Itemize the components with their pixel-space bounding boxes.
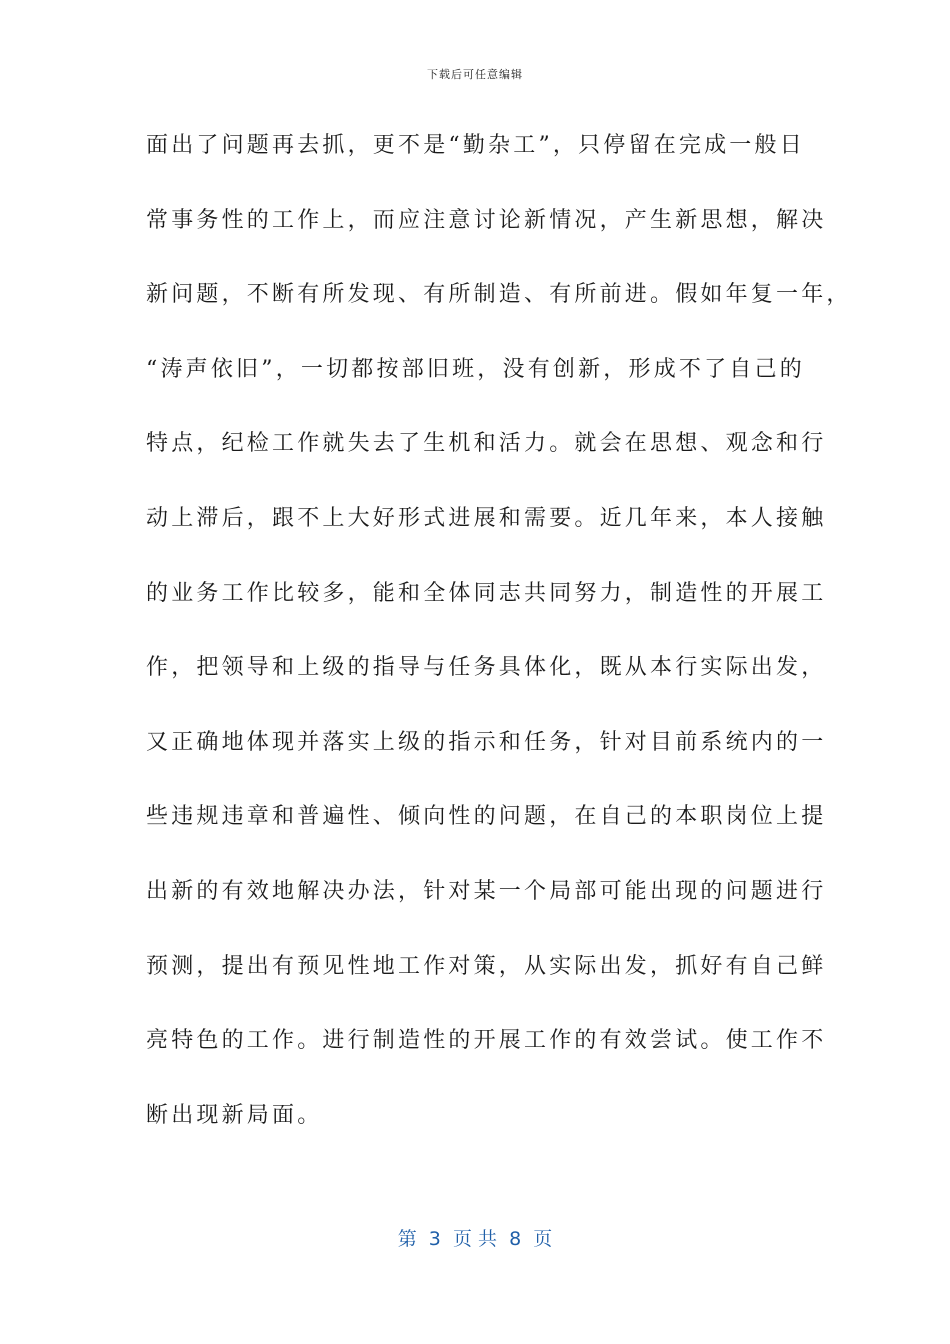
body-line: 面出了问题再去抓，更不是“勤杂工”，只停留在完成一般日 [146, 133, 805, 158]
body-line: 亮特色的工作。进行制造性的开展工作的有效尝试。使工作不 [146, 1028, 827, 1054]
body-line: 新问题，不断有所发现、有所制造、有所前进。假如年复一年， [146, 282, 852, 308]
body-line: 些违规违章和普遍性、倾向性的问题，在自己的本职岗位上提 [146, 804, 827, 830]
body-line: 作，把领导和上级的指导与任务具体化，既从本行实际出发， [146, 655, 827, 681]
body-line: 特点，纪检工作就失去了生机和活力。就会在思想、观念和行 [146, 431, 827, 457]
body-line: “涛声依旧”，一切都按部旧班，没有创新，形成不了自己的 [146, 356, 805, 382]
body-line: 常事务性的工作上，而应注意讨论新情况，产生新思想，解决 [146, 207, 827, 233]
body-line: 动上滞后，跟不上大好形式进展和需要。近几年来，本人接触 [146, 505, 827, 531]
body-line: 预测，提出有预见性地工作对策，从实际出发，抓好有自己鲜 [146, 953, 827, 979]
body-line: 断出现新局面。 [146, 1102, 323, 1128]
page-number-footer: 第 3 页 共 8 页 [397, 1228, 553, 1250]
body-line: 又正确地体现并落实上级的指示和任务，针对目前系统内的一 [146, 729, 827, 755]
body-line: 的业务工作比较多，能和全体同志共同努力，制造性的开展工 [146, 580, 827, 606]
body-line: 出新的有效地解决办法，针对某一个局部可能出现的问题进行 [146, 878, 827, 904]
header-note: 下载后可任意编辑 [427, 68, 523, 81]
body-text [146, 126, 852, 1170]
